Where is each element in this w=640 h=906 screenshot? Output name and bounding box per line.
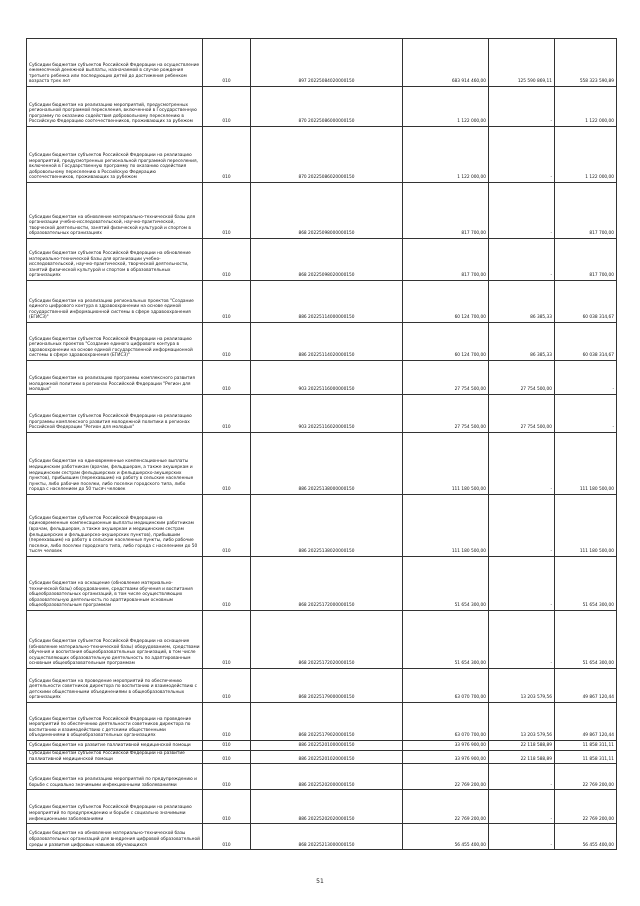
remaining-amount-cell: 817 700,00 <box>555 239 617 281</box>
table-row <box>27 281 617 323</box>
executed-amount-cell: - <box>489 183 555 239</box>
line-code-cell: 010 <box>203 395 251 433</box>
remaining-amount-cell: 111 180 500,00 <box>555 433 617 495</box>
executed-amount-cell: 27 754 500,00 <box>489 361 555 395</box>
income-name-cell: Субсидии бюджетам на обновление материально-технической базы образовательных организаций для внедрения цифровой образовательной среды и развития цифровых навыков обучающихся <box>27 824 203 850</box>
income-code-cell: 886 20225201020000150 <box>251 751 403 764</box>
income-code-cell: 868 20225179020000150 <box>251 703 403 741</box>
income-code-cell: 886 20225138000000150 <box>251 433 403 495</box>
remaining-amount-cell: 60 038 314,67 <box>555 281 617 323</box>
table-row <box>27 39 617 87</box>
income-code-cell: 886 20225201000000150 <box>251 741 403 751</box>
table-row <box>27 433 617 495</box>
executed-amount-cell: - <box>489 557 555 611</box>
executed-amount-cell: - <box>489 495 555 557</box>
approved-amount-cell: 33 976 900,00 <box>403 751 489 764</box>
approved-amount-cell: 817 700,00 <box>403 239 489 281</box>
budget-table-container <box>26 38 616 850</box>
income-name-cell: Субсидии бюджетам субъектов Российской Федерации на осуществление ежемесячной денежной выплаты, назначаемой в случае рождения третьего ребенка или последующих детей до достижения ребенком возраста трех лет <box>27 39 203 87</box>
table-row <box>27 239 617 281</box>
income-code-cell: 868 20225179000000150 <box>251 669 403 703</box>
table-body <box>27 39 617 850</box>
line-code-cell: 010 <box>203 703 251 741</box>
income-name-cell: Субсидии бюджетам субъектов Российской Федерации на проведение мероприятий по обеспечению деятельности советников директора по воспитанию и взаимодействию с детскими общественными объединениями в общеобразовательных организациях <box>27 703 203 741</box>
income-code-cell: 886 20225114020000150 <box>251 323 403 361</box>
income-code-cell: 886 20225202000000150 <box>251 764 403 790</box>
remaining-amount-cell: 49 867 120,44 <box>555 669 617 703</box>
approved-amount-cell: 56 455 400,00 <box>403 824 489 850</box>
income-name-cell: Субсидии бюджетам на реализацию мероприятий, предусмотренных региональной программой переселения, включенной в Государственную программу по оказанию содействия добровольному переселению в Российскую Федерацию соотечественников, проживающих за рубежом <box>27 87 203 127</box>
remaining-amount-cell: 558 323 590,89 <box>555 39 617 87</box>
income-name-cell: Субсидии бюджетам субъектов Российской Федерации на реализацию мероприятий, предусмотренных региональной программой переселения, включенной в Государственную программу по оказанию содействия добровольному переселению в Российскую Федерацию соотечественников, проживающих за рубежом <box>27 127 203 183</box>
approved-amount-cell: 111 180 500,00 <box>403 495 489 557</box>
remaining-amount-cell: 817 700,00 <box>555 183 617 239</box>
executed-amount-cell: 13 203 579,56 <box>489 669 555 703</box>
income-code-cell: 870 20225086020000150 <box>251 127 403 183</box>
remaining-amount-cell: - <box>555 361 617 395</box>
income-code-cell: 903 20225116020000150 <box>251 395 403 433</box>
income-code-cell: 903 20225116000000150 <box>251 361 403 395</box>
line-code-cell: 010 <box>203 87 251 127</box>
approved-amount-cell: 27 754 500,00 <box>403 395 489 433</box>
executed-amount-cell: 13 203 579,56 <box>489 703 555 741</box>
approved-amount-cell: 683 914 460,00 <box>403 39 489 87</box>
table-row <box>27 751 617 764</box>
income-code-cell: 886 20225202020000150 <box>251 790 403 824</box>
line-code-cell: 010 <box>203 824 251 850</box>
income-name-cell: Субсидии бюджетам субъектов Российской Федерации на единовременные компенсационные выплаты медицинским работникам (врачам, фельдшерам, а также акушеркам и медицинским сестрам фельдшерских и фельдшерско-акушерских пунктов), прибывшим (переехавшим) на работу в сельские населенные пункты, либо рабочие поселки, либо поселки городского типа, либо города с населением до 50 тысяч человек <box>27 495 203 557</box>
approved-amount-cell: 817 700,00 <box>403 183 489 239</box>
executed-amount-cell: - <box>489 127 555 183</box>
table-row <box>27 361 617 395</box>
remaining-amount-cell: 22 769 200,00 <box>555 790 617 824</box>
approved-amount-cell: 22 769 200,00 <box>403 764 489 790</box>
remaining-amount-cell: 111 180 500,00 <box>555 495 617 557</box>
income-code-cell: 868 20225172000000150 <box>251 557 403 611</box>
income-name-cell: Субсидии бюджетам на единовременные компенсационные выплаты медицинским работникам (врачам, фельдшерам, а также акушеркам и медицинским сестрам фельдшерских и фельдшерско-акушерских пунктов), прибывшим (переехавшим) на работу в сельские населенные пункты, либо рабочие поселки, либо поселки городского типа, либо города с населением до 50 тысяч человек <box>27 433 203 495</box>
line-code-cell: 010 <box>203 239 251 281</box>
remaining-amount-cell: 11 858 311,11 <box>555 741 617 751</box>
income-code-cell: 868 20225213000000150 <box>251 824 403 850</box>
income-name-cell: Субсидии бюджетам на развитие паллиативной медицинской помощи <box>27 741 203 751</box>
income-code-cell: 868 20225098020000150 <box>251 239 403 281</box>
income-name-cell: Субсидии бюджетам на проведение мероприятий по обеспечению деятельности советников директора по воспитанию и взаимодействию с детскими общественными объединениями в общеобразовательных организациях <box>27 669 203 703</box>
table-row <box>27 669 617 703</box>
approved-amount-cell: 33 976 900,00 <box>403 741 489 751</box>
remaining-amount-cell: 49 867 120,44 <box>555 703 617 741</box>
table-row <box>27 703 617 741</box>
executed-amount-cell: - <box>489 790 555 824</box>
income-code-cell: 868 20225098000000150 <box>251 183 403 239</box>
income-name-cell: Субсидии бюджетам субъектов Российской Федерации на оснащение (обновление материально-технической базы) оборудованием, средствами обучения и воспитания общеобразовательных организаций, в том числе осуществляющих образовательную деятельность по адаптированным основным общеобразовательным программам <box>27 611 203 669</box>
income-name-cell: Субсидии бюджетам субъектов Российской Федерации на реализацию программы комплексного развития молодежной политики в регионах Российской Федерации "Регион для молодых" <box>27 395 203 433</box>
income-code-cell: 897 20225084020000150 <box>251 39 403 87</box>
income-code-cell: 886 20225114000000150 <box>251 281 403 323</box>
line-code-cell: 010 <box>203 361 251 395</box>
remaining-amount-cell: 11 858 311,11 <box>555 751 617 764</box>
line-code-cell: 010 <box>203 790 251 824</box>
line-code-cell: 010 <box>203 557 251 611</box>
income-name-cell: Субсидии бюджетам субъектов Российской Федерации на развитие паллиативной медицинской помощи <box>27 751 203 764</box>
approved-amount-cell: 1 122 000,00 <box>403 127 489 183</box>
executed-amount-cell: 27 754 500,00 <box>489 395 555 433</box>
executed-amount-cell: - <box>489 87 555 127</box>
approved-amount-cell: 60 124 700,00 <box>403 323 489 361</box>
remaining-amount-cell: 60 038 314,67 <box>555 323 617 361</box>
line-code-cell: 010 <box>203 281 251 323</box>
approved-amount-cell: 1 122 000,00 <box>403 87 489 127</box>
remaining-amount-cell: - <box>555 395 617 433</box>
line-code-cell: 010 <box>203 741 251 751</box>
budget-execution-table <box>26 38 617 850</box>
approved-amount-cell: 111 180 500,00 <box>403 433 489 495</box>
line-code-cell: 010 <box>203 323 251 361</box>
income-name-cell: Субсидии бюджетам на оснащение (обновление материально-технической базы) оборудованием, средствами обучения и воспитания общеобразовательных организаций, в том числе осуществляющих образовательную деятельность по адаптированным основным общеобразовательным программам <box>27 557 203 611</box>
income-code-cell: 868 20225172020000150 <box>251 611 403 669</box>
line-code-cell: 010 <box>203 39 251 87</box>
table-row <box>27 611 617 669</box>
income-name-cell: Субсидии бюджетам субъектов Российской Федерации на реализацию региональных проектов "Создание единого цифрового контура в здравоохранении на основе единой государственной информационной системы в сфере здравоохранения (ЕГИСЗ)" <box>27 323 203 361</box>
line-code-cell: 010 <box>203 183 251 239</box>
table-row <box>27 127 617 183</box>
table-row <box>27 790 617 824</box>
remaining-amount-cell: 51 654 300,00 <box>555 611 617 669</box>
income-name-cell: Субсидии бюджетам на обновление материально-технической базы для организации учебно-исследовательской, научно-практической, творческой деятельности, занятий физической культурой и спортом в образовательных организациях <box>27 183 203 239</box>
executed-amount-cell: - <box>489 239 555 281</box>
executed-amount-cell: 86 385,33 <box>489 323 555 361</box>
approved-amount-cell: 27 754 500,00 <box>403 361 489 395</box>
table-row <box>27 741 617 751</box>
table-row <box>27 87 617 127</box>
table-row <box>27 764 617 790</box>
executed-amount-cell: 86 385,33 <box>489 281 555 323</box>
approved-amount-cell: 63 070 700,00 <box>403 669 489 703</box>
table-row <box>27 395 617 433</box>
remaining-amount-cell: 1 122 000,00 <box>555 127 617 183</box>
income-code-cell: 886 20225138020000150 <box>251 495 403 557</box>
remaining-amount-cell: 56 455 400,00 <box>555 824 617 850</box>
income-code-cell: 870 20225086000000150 <box>251 87 403 127</box>
approved-amount-cell: 22 769 200,00 <box>403 790 489 824</box>
line-code-cell: 010 <box>203 433 251 495</box>
line-code-cell: 010 <box>203 611 251 669</box>
executed-amount-cell: 22 118 588,89 <box>489 741 555 751</box>
table-row <box>27 323 617 361</box>
executed-amount-cell: - <box>489 611 555 669</box>
line-code-cell: 010 <box>203 669 251 703</box>
income-name-cell: Субсидии бюджетам на реализацию региональных проектов "Создание единого цифрового контура в здравоохранении на основе единой государственной информационной системы в сфере здравоохранения (ЕГИСЗ)" <box>27 281 203 323</box>
remaining-amount-cell: 51 654 300,00 <box>555 557 617 611</box>
income-name-cell: Субсидии бюджетам на реализацию программы комплексного развития молодежной политики в регионах Российской Федерации "Регион для молодых" <box>27 361 203 395</box>
approved-amount-cell: 51 654 300,00 <box>403 611 489 669</box>
executed-amount-cell: 22 118 588,89 <box>489 751 555 764</box>
income-name-cell: Субсидии бюджетам субъектов Российской Федерации на обновление материально-технической базы для организации учебно-исследовательской, научно-практической, творческой деятельности, занятий физической культурой и спортом в образовательных организациях <box>27 239 203 281</box>
income-name-cell: Субсидии бюджетам субъектов Российской Федерации на реализацию мероприятий по предупреждению и борьбе с социально значимыми инфекционными заболеваниями <box>27 790 203 824</box>
line-code-cell: 010 <box>203 127 251 183</box>
line-code-cell: 010 <box>203 751 251 764</box>
page-number: 51 <box>316 878 324 885</box>
line-code-cell: 010 <box>203 495 251 557</box>
executed-amount-cell: 125 590 869,11 <box>489 39 555 87</box>
income-name-cell: Субсидии бюджетам на реализацию мероприятий по предупреждению и борьбе с социально значимыми инфекционными заболеваниями <box>27 764 203 790</box>
line-code-cell: 010 <box>203 764 251 790</box>
executed-amount-cell: - <box>489 433 555 495</box>
approved-amount-cell: 63 070 700,00 <box>403 703 489 741</box>
table-row <box>27 183 617 239</box>
table-row <box>27 557 617 611</box>
table-row <box>27 824 617 850</box>
table-row <box>27 495 617 557</box>
approved-amount-cell: 60 124 700,00 <box>403 281 489 323</box>
remaining-amount-cell: 1 122 000,00 <box>555 87 617 127</box>
executed-amount-cell: - <box>489 824 555 850</box>
remaining-amount-cell: 22 769 200,00 <box>555 764 617 790</box>
executed-amount-cell: - <box>489 764 555 790</box>
approved-amount-cell: 51 654 300,00 <box>403 557 489 611</box>
